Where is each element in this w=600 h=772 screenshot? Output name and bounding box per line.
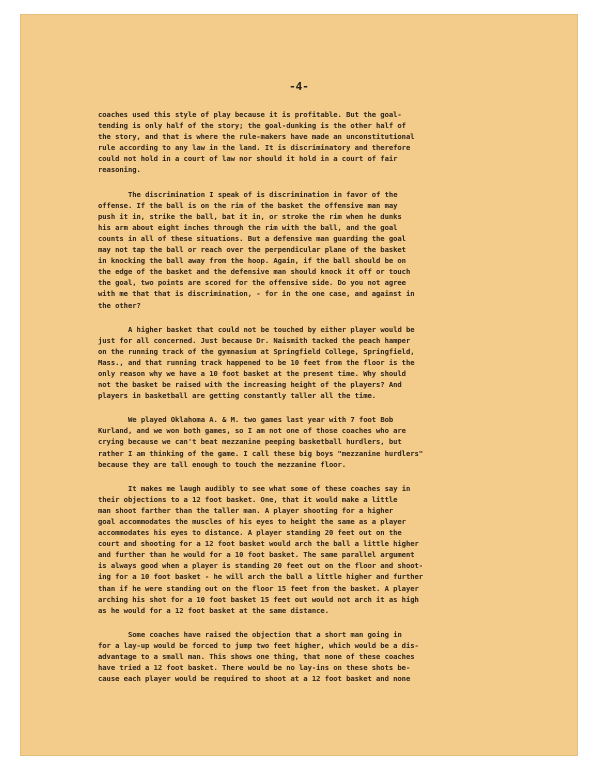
text-line: not the basket be raised with the increasing height of the players? And xyxy=(98,380,402,390)
text-line: reasoning. xyxy=(98,165,141,175)
text-line: on the running track of the gymnasium at Springfield College, Springfield, xyxy=(98,346,415,356)
text-line: Some coaches have raised the objection that a short man going in xyxy=(128,629,402,639)
text-line: with me that that is discrimination, - for in the one case, and against in xyxy=(98,289,415,299)
text-line: ing for a 10 foot basket - he will arch the ball a little higher and further xyxy=(98,572,424,582)
text-line: The discrimination I speak of is discrimination in favor of the xyxy=(128,189,398,199)
text-line: than if he were standing out on the floor 15 feet from the basket. A player xyxy=(98,583,419,593)
text-line: players in basketball are getting constantly taller all the time. xyxy=(98,391,377,401)
text-line: arching his shot for a 10 foot basket 15 feet out would not arch it as high xyxy=(98,594,419,604)
text-line: as he would for a 12 foot basket at the same distance. xyxy=(98,605,329,615)
text-line: coaches used this style of play because it is profitable. But the goal- xyxy=(98,110,402,119)
text-line: man shoot farther than the taller man. A player shooting for a higher xyxy=(98,505,394,515)
paragraph xyxy=(98,189,528,311)
paragraph xyxy=(98,414,528,469)
text-line: A higher basket that could not be touched by either player would be xyxy=(128,324,415,334)
letter-body xyxy=(98,109,528,697)
text-line: rather I am thinking of the game. I call these big boys "mezzanine hurdlers" xyxy=(98,448,424,458)
text-line: the story, and that is where the rule-makers have made an unconstitutional xyxy=(98,132,415,142)
text-line: have tried a 12 foot basket. There would be no lay-ins on these shots be- xyxy=(98,663,411,673)
text-line: cause each player would be required to shoot at a 12 foot basket and none xyxy=(98,674,411,684)
text-line: crying because we can't beat mezzanine peeping basketball hurdlers, but xyxy=(98,437,402,447)
text-line: is always good when a player is standing 20 feet out on the floor and shoot- xyxy=(98,561,424,571)
text-line: rule according to any law in the land. It is discriminatory and therefore xyxy=(98,143,411,153)
text-line: the goal, two points are scored for the offensive side. Do you not agree xyxy=(98,278,406,288)
text-line: their objections to a 12 foot basket. One, that it would make a little xyxy=(98,494,398,504)
text-line: for a lay-up would be forced to jump two feet higher, which would be a dis- xyxy=(98,640,419,650)
text-line: the other? xyxy=(98,300,141,310)
typed-letter-page xyxy=(20,14,578,756)
text-line: and further than he would for a 10 foot basket. The same parallel argument xyxy=(98,550,415,560)
text-line: because they are tall enough to touch the mezzanine floor. xyxy=(98,459,347,469)
text-line: his arm about eight inches through the rim with the ball, and the goal xyxy=(98,222,398,232)
text-line: advantage to a small man. This shows one thing, that none of these coaches xyxy=(98,652,415,662)
text-line: offense. If the ball is on the rim of the basket the offensive man may xyxy=(98,200,398,210)
text-line: court and shooting for a 12 foot basket would arch the ball a little higher xyxy=(98,539,419,549)
paragraph xyxy=(98,109,528,176)
text-line: in knocking the ball away from the hoop. Again, if the ball should be on xyxy=(98,256,406,266)
paragraph xyxy=(98,324,528,402)
text-line: only reason why we have a 10 foot basket at the present time. Why should xyxy=(98,368,406,378)
paragraph xyxy=(98,483,528,616)
text-line: We played Oklahoma A. & M. two games last year with 7 foot Bob xyxy=(128,415,394,425)
text-line: the edge of the basket and the defensive man should knock it off or touch xyxy=(98,267,411,277)
text-line: accommodates his eyes to distance. A player standing 20 feet out on the xyxy=(98,528,402,538)
paragraph xyxy=(98,629,528,684)
text-line: may not tap the ball or reach over the perpendicular plane of the basket xyxy=(98,245,406,255)
page-number: -4- xyxy=(289,80,309,93)
text-line: Mass., and that running track happened to be 10 feet from the floor is the xyxy=(98,357,415,367)
text-line: It makes me laugh audibly to see what some of these coaches say in xyxy=(128,483,411,493)
text-line: Kurland, and we won both games, so I am not one of those coaches who are xyxy=(98,426,406,436)
text-line: push it in, strike the ball, bat it in, or stroke the rim when he dunks xyxy=(98,211,402,221)
text-line: counts in all of these situations. But a defensive man guarding the goal xyxy=(98,233,406,243)
text-line: tending is only half of the story; the goal-dunking is the other half of xyxy=(98,121,406,131)
text-line: could not hold in a court of law nor should it hold in a court of fair xyxy=(98,154,398,164)
text-line: just for all concerned. Just because Dr. Naismith tacked the peach hamper xyxy=(98,335,411,345)
text-line: goal accommodates the muscles of his eyes to height the same as a player xyxy=(98,517,406,526)
